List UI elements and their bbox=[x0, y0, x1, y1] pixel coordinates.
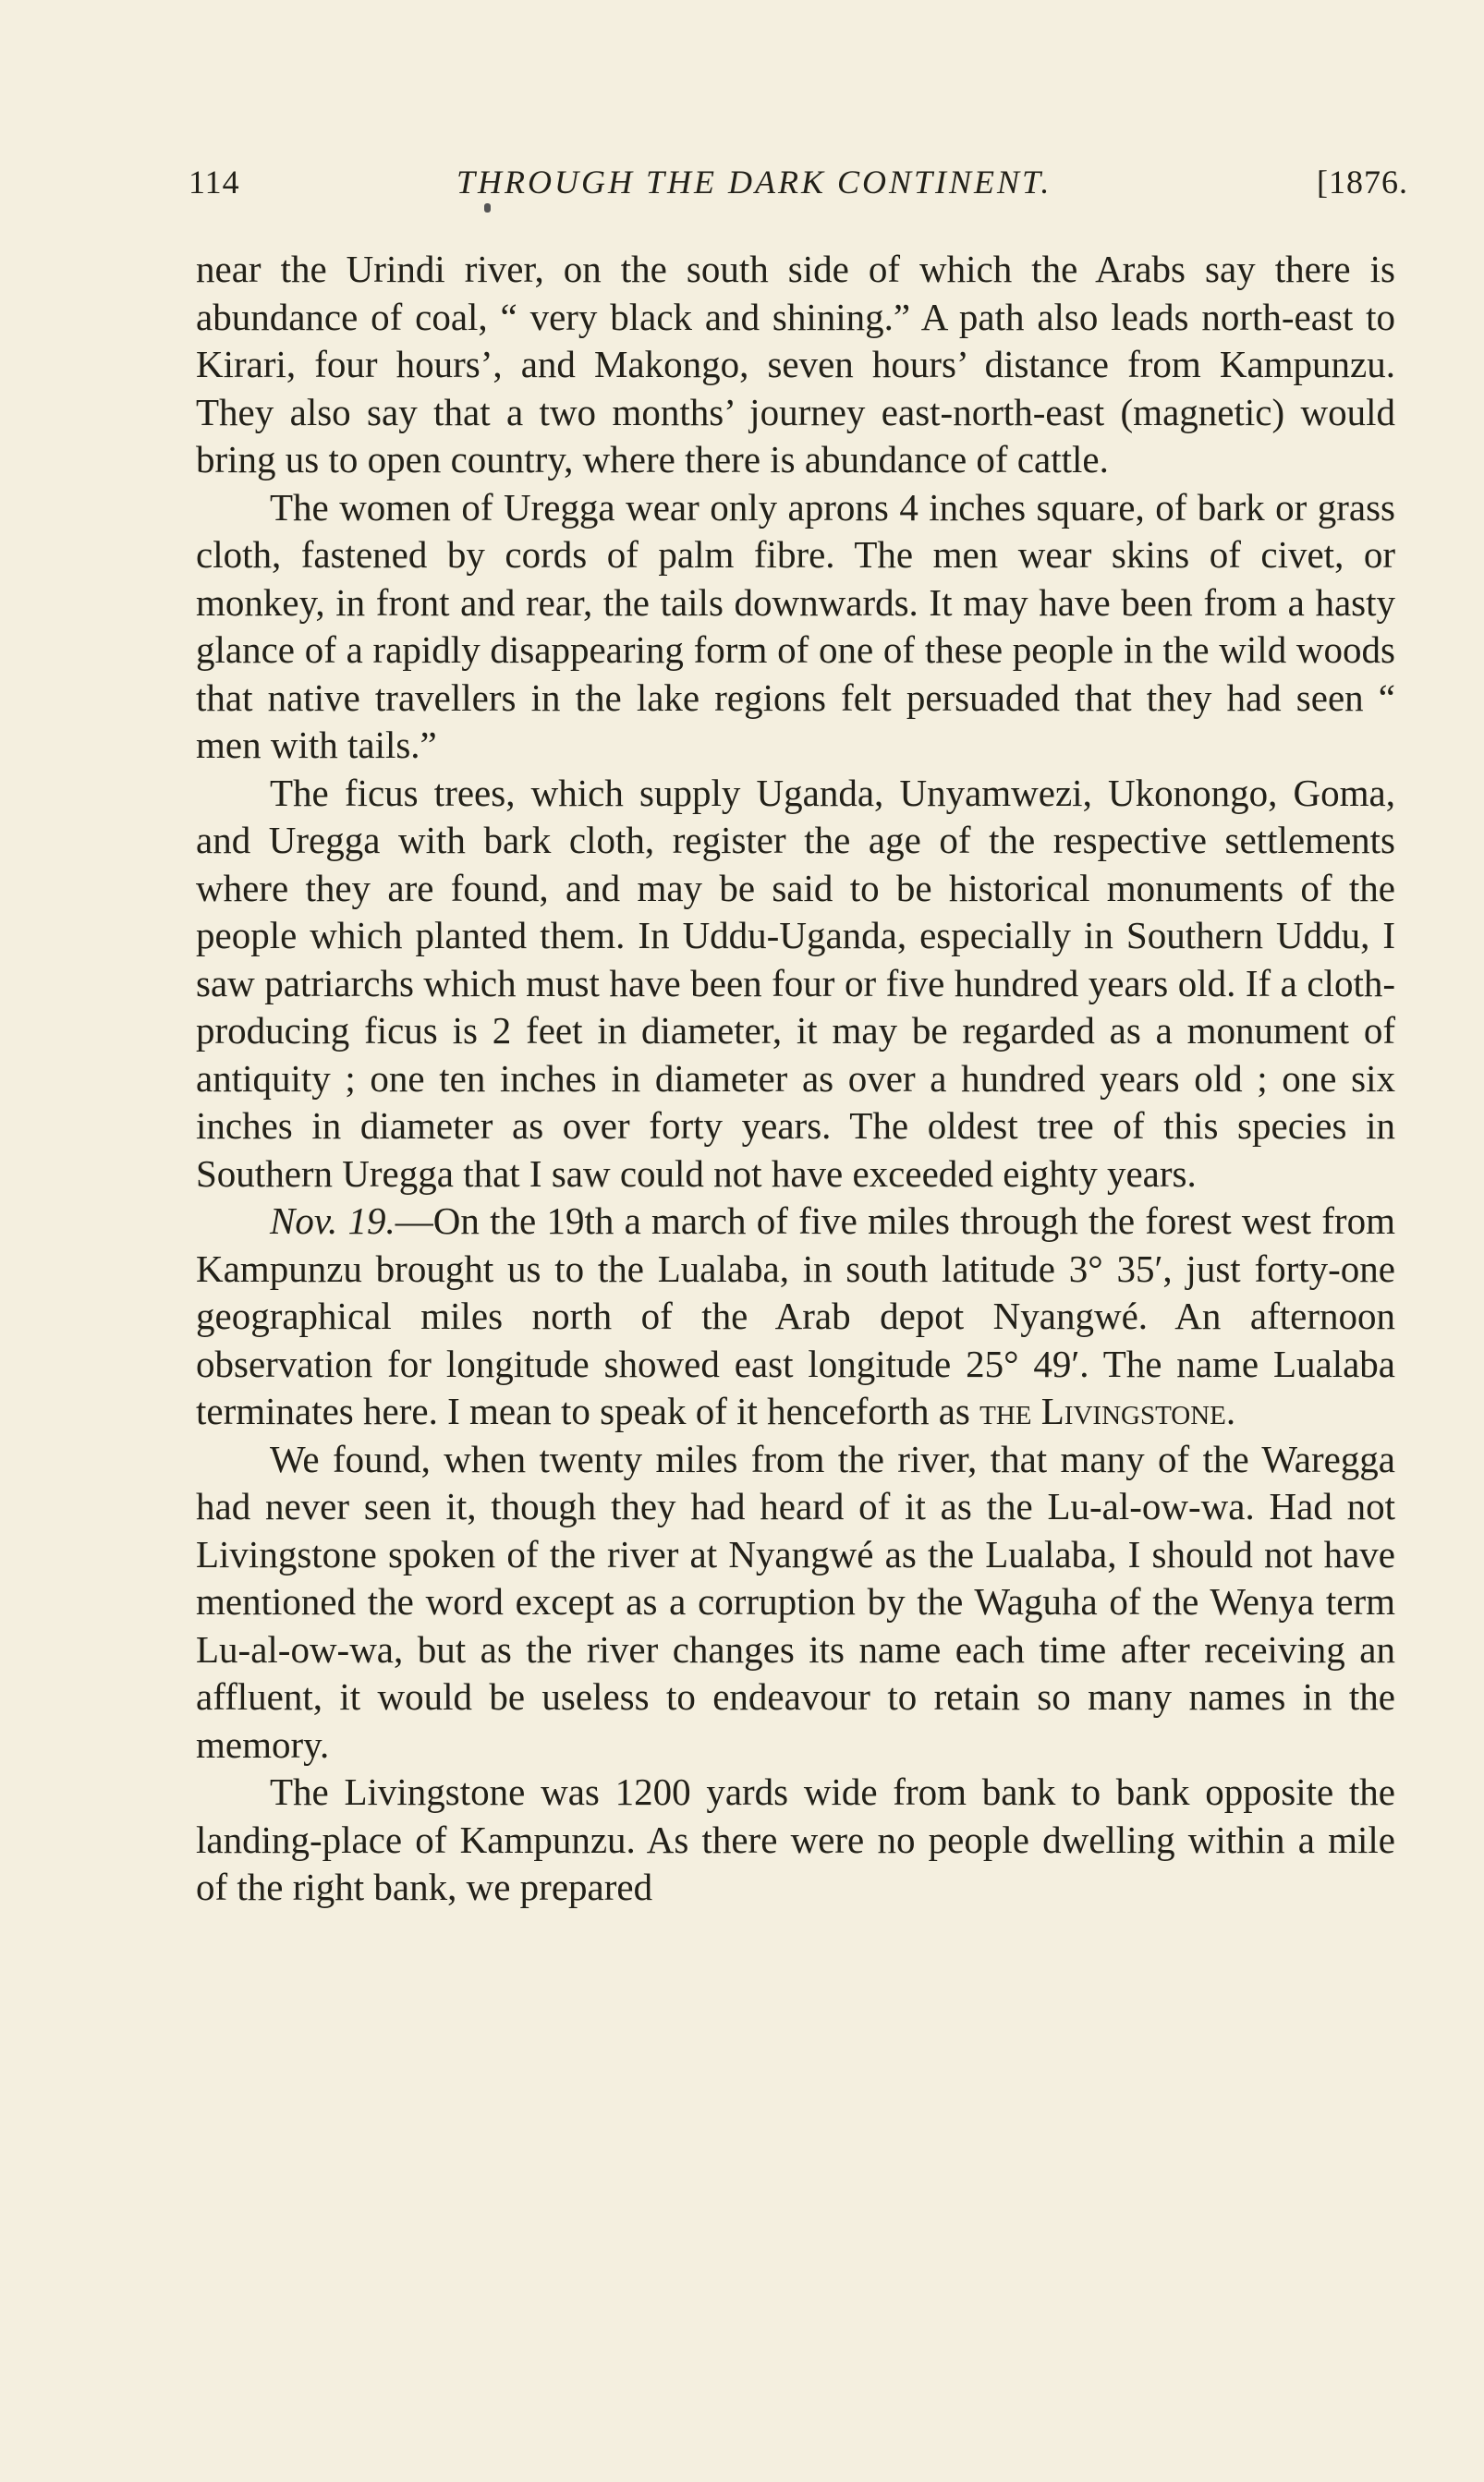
paragraph-river-width: The Livingstone was 1200 yards wide from bank to bank opposite the landing-place of Kampunzu. As there were no people dwelling within a mile of the right bank, we prepared bbox=[196, 1770, 1395, 1908]
page-number: 114 bbox=[189, 164, 240, 201]
running-title: THROUGH THE DARK CONTINENT. bbox=[456, 164, 1052, 201]
paragraph-nov-19 bbox=[196, 1198, 1395, 1436]
entry-text: —On the 19th a march of five miles through the forest west from Kampunzu brought us to the Lualaba, in south latitude 3° 35′, just forty-one geographical miles north of the Arab depot Nyangwé. An afternoon observation for longitude showed east longitude 25° 49′. The name Lualaba terminates here. I mean to speak of it henceforth as bbox=[196, 1199, 1395, 1432]
paragraph-ficus-trees: The ficus trees, which supply Uganda, Unyamwezi, Ukonongo, Goma, and Uregga with bark cloth, register the age of the respective settlements where they are found, and may be said to be historical monuments of the people which planted them. In Uddu-Uganda, especially in Southern Uddu, I saw patriarchs which must have been four or five hundred years old. If a cloth-producing ficus is 2 feet in diameter, it may be regarded as a monument of antiquity ; one ten inches in diameter as over a hundred years old ; one six inches in diameter as over forty years. The oldest tree of this species in Southern Uregga that I saw could not have exceeded eighty years. bbox=[196, 771, 1395, 1195]
ink-speck bbox=[484, 203, 491, 213]
river-name-emphasis: the Livingstone bbox=[979, 1390, 1226, 1432]
paragraph-uregga-women: The women of Uregga wear only aprons 4 inches square, of bark or grass cloth, fastened by cords of palm fibre. The men wear skins of civet, or monkey, in front and rear, the tails downwards. It may have been from a hasty glance of a rapidly disappearing form of one of these people in the wild woods that native travellers in the lake regions felt persuaded that they had seen “ men with tails.” bbox=[196, 485, 1395, 766]
page-header bbox=[189, 163, 1408, 214]
entry-end: . bbox=[1225, 1390, 1236, 1432]
paragraph-continuation: near the Urindi river, on the south side of which the Arabs say there is abundance of coal, “ very black and shining.” A path also leads north-east to Kirari, four hours’, and Makongo, seven hours’ distance from Kampunzu. They also say that a two months’ journey east-north-east (magnetic) would bring us to open country, where there is abundance of cattle. bbox=[196, 248, 1395, 481]
body-text bbox=[196, 246, 1395, 1912]
year-marker: [1876. bbox=[1317, 164, 1408, 201]
paragraph-waregga: We found, when twenty miles from the river, that many of the Waregga had never seen it, though they had heard of it as the Lu-al-ow-wa. Had not Livingstone spoken of the river at Nyangwé as the Lualaba, I should not have mentioned the word except as a corruption by the Waguha of the Wenya term Lu-al-ow-wa, but as the river changes its name each time after receiving an affluent, it would be useless to endeavour to retain so many names in the memory. bbox=[196, 1437, 1395, 1766]
entry-date: Nov. 19. bbox=[270, 1199, 395, 1242]
